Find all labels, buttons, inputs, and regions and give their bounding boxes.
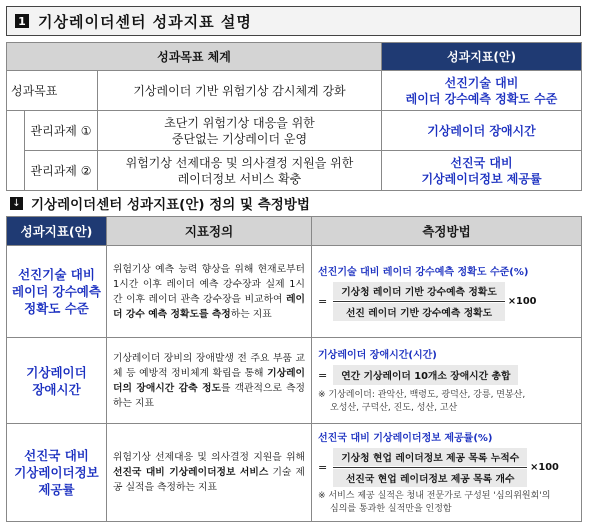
indicator-line: 제공률 <box>38 482 75 497</box>
definition-table <box>6 216 582 522</box>
task1-content <box>98 111 382 151</box>
equals-sign: = <box>318 294 328 308</box>
note-line: ※ 기상레이더: 관악산, 백령도, 광덕산, 강릉, 면봉산, <box>318 390 526 400</box>
table-row <box>7 424 582 522</box>
content-line: 위험기상 선제대응 및 의사결정 지원을 위한 <box>125 155 354 170</box>
definition-text: 기술 제공 실적을 측정하는 지표 <box>113 467 305 493</box>
method-note <box>318 490 575 516</box>
method-title: 선진기술 대비 레이더 강수예측 정확도 수준(%) <box>318 266 529 278</box>
content-line: 초단기 위험기상 대응을 위한 <box>164 115 315 130</box>
equals-sign: = <box>318 461 328 474</box>
down-arrow-icon: ↓ <box>10 197 23 210</box>
row-label-goal: 성과목표 <box>7 71 98 111</box>
fraction <box>333 448 527 487</box>
indicator-definition <box>107 424 312 522</box>
indicator-line: 기상레이더정보 <box>14 465 99 480</box>
goal-content: 기상레이더 기반 위험기상 감시체계 강화 <box>98 71 382 111</box>
denominator: 선진국 현업 레이더정보 제공 목록 개수 <box>333 469 527 487</box>
col-header-method: 측정방법 <box>312 217 582 246</box>
measurement-method <box>312 246 582 338</box>
denominator: 선진 레이더 기반 강수예측 정확도 <box>333 303 505 321</box>
page-title: 기상레이더센터 성과지표 설명 <box>38 12 252 31</box>
task2-indicator <box>382 151 582 191</box>
row-label-task1: 관리과제 ① <box>25 111 98 151</box>
title-square-marker: 1 <box>15 14 29 28</box>
indicator-line: 선진국 대비 <box>450 155 513 170</box>
indicator-line: 정확도 수준 <box>24 301 89 316</box>
definition-bold: 레이더 강수 예측 정확도를 측정 <box>113 293 305 320</box>
indicator-name <box>7 246 107 338</box>
goal-indicator <box>382 71 582 111</box>
definition-text: 를 객관적으로 측정하는 지표 <box>113 382 305 409</box>
table-row <box>7 338 582 424</box>
fraction <box>333 282 505 321</box>
content-line: 레이더정보 서비스 확충 <box>177 171 302 186</box>
table-row <box>7 246 582 338</box>
fraction-bar <box>333 301 505 302</box>
measurement-method <box>312 338 582 424</box>
indicator-line: 레이더 강수예측 정확도 수준 <box>405 91 558 106</box>
section-heading <box>10 192 310 214</box>
section-title: 기상레이더센터 성과지표(안) 정의 및 측정방법 <box>31 197 310 213</box>
method-note <box>318 389 575 415</box>
indicator-line: 레이더 강수예측 <box>12 284 101 299</box>
formula-box: 연간 기상레이더 10개소 장애시간 총합 <box>333 365 518 385</box>
multiplier: ×100 <box>507 295 537 307</box>
indicator-line: 선진기술 대비 <box>18 267 95 282</box>
definition-bold: 선진국 대비 기상레이더정보 서비스 <box>113 467 269 478</box>
indicator-line: 선진기술 대비 <box>444 75 519 90</box>
indicator-definition <box>107 338 312 424</box>
table-row <box>7 111 582 151</box>
formula-row <box>318 365 575 385</box>
indicator-definition <box>107 246 312 338</box>
method-title: 기상레이더 장애시간(시간) <box>318 350 437 361</box>
indicator-name <box>7 338 107 424</box>
indicator-line: 장애시간 <box>32 381 81 397</box>
method-title: 선진국 대비 기상레이더정보 제공률(%) <box>318 433 493 444</box>
page-title-bar <box>6 6 581 36</box>
definition-bold: 기상레이더의 장애시간 감축 정도 <box>113 367 305 394</box>
goal-table-header <box>7 43 582 71</box>
indicator-name <box>7 424 107 522</box>
goal-structure-table <box>6 42 582 191</box>
note-line: 심의를 통과한 실적만을 인정함 <box>330 504 452 514</box>
note-line: 오성산, 구덕산, 진도, 성산, 고산 <box>330 403 458 413</box>
table-row <box>7 71 582 111</box>
row-label-task2: 관리과제 ② <box>25 151 98 191</box>
numerator: 기상청 현업 레이더정보 제공 목록 누적수 <box>333 448 527 466</box>
definition-table-header <box>7 217 582 246</box>
definition-text: 기상레이더 장비의 장애발생 전 주요 부품 교체 등 예방적 정비체계 확립을 통해 <box>113 352 305 379</box>
content-line: 중단없는 기상레이더 운영 <box>171 131 308 146</box>
task2-content <box>98 151 382 191</box>
definition-text: 위험기상 선제대응 및 의사결정 지원을 위해 <box>113 452 305 463</box>
fraction-bar <box>333 467 527 468</box>
fraction-formula <box>318 448 575 487</box>
fraction-formula <box>318 282 575 321</box>
measurement-method <box>312 424 582 522</box>
header-goal-system: 성과목표 체계 <box>7 43 382 71</box>
indicator-line: 기상레이더정보 제공률 <box>421 171 542 186</box>
task1-indicator: 기상레이더 장애시간 <box>382 111 582 151</box>
definition-text: 위험기상 예측 능력 향상을 위해 현재로부터 1시간 이후 레이더 예측 강수장과 실제 1시간 이후 레이더 관측 강수장을 비교하여 <box>113 263 305 305</box>
multiplier: ×100 <box>530 462 559 473</box>
col-header-definition: 지표정의 <box>107 217 312 246</box>
equals-sign: = <box>318 368 328 382</box>
header-indicator: 성과지표(안) <box>382 43 582 71</box>
numerator: 기상청 레이더 기반 강수예측 정확도 <box>333 282 505 300</box>
note-line: ※ 서비스 제공 실적은 청내 전문가로 구성된 '심의위원회'의 <box>318 491 551 501</box>
indicator-line: 기상레이더 <box>26 364 87 380</box>
definition-text: 하는 지표 <box>230 308 272 320</box>
table-row <box>7 151 582 191</box>
indent-cell <box>7 111 25 191</box>
indicator-line: 선진국 대비 <box>24 448 89 463</box>
col-header-indicator: 성과지표(안) <box>7 217 107 246</box>
